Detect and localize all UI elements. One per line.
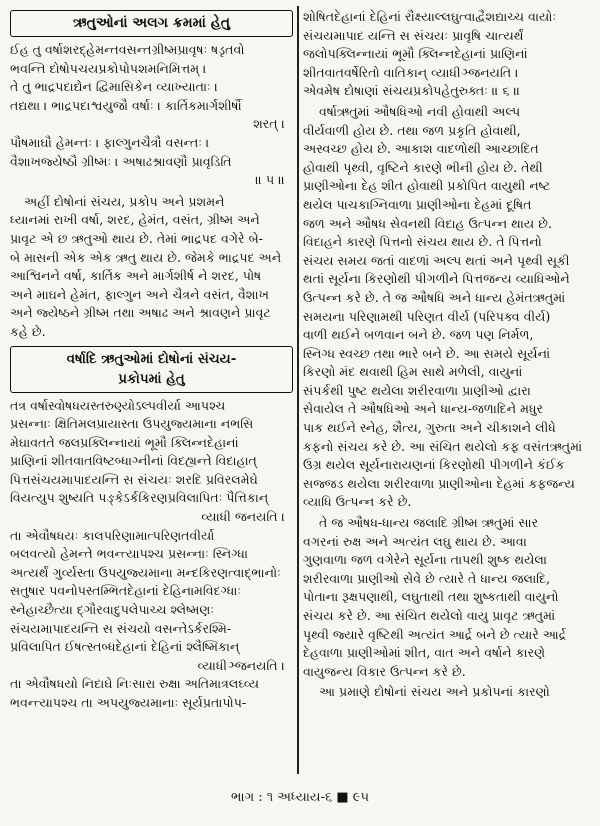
paragraph-line: દેહવાળા પ્રાણીઓમાં શીત, વાત અને વર્ષાને કારણે [303,645,546,661]
paragraph-line: વિદાહને કારણે પિત્તનો સંચય થાય છે. તે પિત્તનો [303,234,542,250]
paragraph-line: સ્નિગ્ધ સ્વચ્છ તથા ભારે બને છે. આ સમયે સૂર્યનાં [303,345,551,361]
paragraph-line: વાયુજન્ય વિકાર ઉત્પન્ન કરે છે. [303,663,466,679]
verse-line: ભવન્તિ દોષોપચયપ્રકોપોપશમનિમિત્તમ્ । [10,60,207,76]
left-column [10,8,293,713]
verse-line: સંચયમાપાદ યન્તિ સ સંચયઃ પ્રાવૃષિ ચાત્યર્થં [303,27,524,43]
verse-line: શીતવાતવર્ષેરિતો વાતિકાન્ વ્યાધીઞ્જનયતિ । [303,64,519,80]
paragraph-line: અસ્વચ્છ હોય છે. આકાશ વાદળોથી આચ્છાદિત [303,141,539,157]
verse-line: ઈહ તુ વર્ષાશરદ્હેમન્તવસન્તગ્રીષ્મપ્રાવૃષઃ ષડૃતવો [10,42,245,57]
paragraph-line: આ પ્રમાણે દોષોનાં સંચય અને પ્રકોપનાં કારણો [319,684,550,700]
page-footer: ભાગ : ૧ અધ્યાય-૬ ■ ૯૫ [230,790,370,805]
sanskrit-verse-6 [10,397,293,713]
sanskrit-verse-5 [10,41,293,190]
verse-line: પ્રવિલાપિત ઈષત્સ્તબ્ધદેહાનાં દેહિનાં શ્લૈષ્મિકાન્ [10,639,240,655]
paragraph-line: વીર્યવાળી હોય છે. તથા જળ પ્રકૃતિ હોવાથી, [303,122,521,138]
verse-line: તે તુ ભાદ્રપદાદ્યેન દ્વિમાસિકેન વ્યાખ્યાતાઃ । [10,79,219,95]
verse-line: શરત્ । [253,116,285,132]
paragraph-line: સંપર્કથી પુષ્ટ થયેલા શરીરવાળા પ્રાણીઓ દ્વારા [303,382,531,398]
verse-line: પૌષમાઘૌ હેમન્તઃ । ફાલ્ગુનચૈત્રૌ વસન્તઃ । [10,134,210,150]
section-heading-seasons: ઋતુઓનાં અલગ ક્રમમાં હેતુ [10,10,293,37]
verse-line: તા એવૌષધયઃ કાલપરિણામાત્પરિણતવીર્યા [10,527,215,543]
verse-line: સ્નેહાચ્છૈત્યા દ્ગૌરવાદુપલેપાચ્ચ શ્લેષ્મણઃ [10,602,214,618]
verse-line: વિયત્યુપ શુષ્યતિ પઙ્કેઽર્કકિરણપ્રવિલાપિતઃ પૈત્તિકાન્ [10,490,269,506]
paragraph-line: વાળી થઈને બળવાન બને છે. જળ પણ નિર્મળ, [303,327,534,343]
verse-line: તદ્યથા । ભાદ્રપદાશ્વયુજૌ વર્ષાઃ । કાર્તિકમાર્ગશીર્ષૌ [10,97,242,113]
paragraph-line: થયેલ પાચકાગ્નિવાળા પ્રાણીઓના દેહમાં દૂષિત [303,196,532,212]
paragraph-line: ગુણવાળા જળ વગેરેને સૂર્યના તાપથી શુષ્ક થયેલા [303,552,548,568]
verse-line: એવમેષ દોષાણાં સંચયપ્રકોપહેતુરુક્તઃ ॥ ૬ ॥ [303,83,521,99]
verse-line: પ્રાણિનાં શીતવાતવિષ્ટબ્ધાગ્નીનાં વિદહ્યન્તે વિદાહાત્ [10,453,257,469]
gujarati-commentary-2 [303,103,591,512]
paragraph-line: તે જ ઔષધ-ધાન્ય જલાદિ ગ્રીષ્મ ઋતુમાં સાર [319,515,539,531]
verse-line: પિત્તસંચયમાપાદયન્તિ સ સંચયઃ શરદિ પ્રવિરલમેઘે [10,471,258,487]
paragraph-line: શરીરવાળા પ્રાણીઓ સેવે છે ત્યારે તે ધાન્ય જલાદિ, [303,570,551,586]
paragraph-line: પ્રાવૃટ એ છ ઋતુઓ થાય છે. તેમાં ભાદ્રપદ વગેરે બે- [10,230,263,246]
paragraph-line: કિરણો મંદ થવાથી હિમ સાથે મળેલી, વાયુનાં [303,364,523,380]
gujarati-commentary-3 [303,514,591,681]
verse-line: પ્રસન્નાઃ ક્ષિતિમલપ્રાયાસ્તા ઉપયુજ્યમાના નભસિ [10,416,254,432]
paragraph-line: ઉત્પન્ન કરે છે. તે જ ઔષધિ અને ધાન્ય હેમંતઋતુમાં [303,289,566,305]
paragraph-line: અહીં દોષોનાં સંચય, પ્રકોપ અને પ્રશમને [24,193,225,209]
paragraph-line: સજ્જડ થયેલા શરીરવાળા પ્રાણીઓના દેહમાં કફજન્ય [303,475,575,491]
verse-line: અત્યર્થં ગુર્વ્યસ્તા ઉપયુજ્યમાના મન્દકિરણત્વાદ્ભાનોઃ [10,564,281,580]
verse-line: વૈશાખજ્યેષ્ઠૌ ગ્રીષ્મઃ । અષાઢશ્રાવણૌ પ્રાવૃડિતિ [10,153,232,169]
right-column [303,8,591,702]
verse-line: સતુષાર પવનોપસ્તમ્ભિતદેહાનાં દેહિનામવિદગ્ધાઃ [10,583,241,599]
paragraph-line: વર્ષાઋતુમાં ઔષધિઓ નવી હોવાથી અલ્પ [319,103,521,119]
heading-line: વર્ષાદિ ઋતુઓમાં દોષોનાં સંચય- [66,350,237,367]
gujarati-commentary-1 [10,193,293,342]
paragraph-line: સેવાયેલ તે ઔષધિઓ અને ધાન્ય-જળાદિને મધુર [303,401,544,417]
paragraph-line: અને જ્યેષ્ઠને ગ્રીષ્મ તથા અષાઢ અને શ્રાવણને પ્રાવૃટ [10,305,271,321]
paragraph-line: કહે છે. [10,323,46,339]
paragraph-line: સંચય સમય જતાં વાદળાં અલ્પ થતાં અને પૃથ્વી સૂકી [303,252,570,268]
verse-line: વ્યાધીઞ્જનયતિ । [197,657,285,673]
paragraph-line: કફનો સંચય કરે છે. આ સંચિત થયેલો કફ વસંતઋતુમાં [303,438,583,454]
paragraph-line: બે માસની એક એક ઋતુ થાય છે. જેમકે ભાદ્રપદ અને [10,249,282,265]
sanskrit-verse-continuation [303,8,591,101]
column-divider [297,6,299,774]
paragraph-line: પૃથ્વી જ્યારે વૃષ્ટિથી અત્યંત આર્દ્ર બને છે ત્યારે આર્દ્ર [303,626,567,642]
verse-line: તત્ર વર્ષાસ્વોષધયસ્તરુણ્યોઽલ્પવીર્યા આપશ્ચ [10,397,226,413]
paragraph-line: આશ્વિનને વર્ષા, કાર્તિક અને માર્ગશીર્ષ ને શરદ, પોષ [10,268,262,284]
paragraph-line: વગરનાં રુક્ષ અને અત્યંત લઘુ થાય છે. આવા [303,533,527,549]
paragraph-line: અને માઘને હેમંત, ફાલ્ગુન અને ચૈત્રને વસંત, વૈશાખ [10,286,269,302]
paragraph-line: સમયના પરિણામથી પરિણત વીર્ય (પરિપક્વ વીર્ય) [303,308,551,324]
paragraph-line: ધ્યાનમાં રાખી વર્ષા, શરદ, હેમંત, વસંત, ગ્રીષ્મ અને [10,212,260,228]
verse-line: મેઘાવતતે જલપ્રક્લિન્નાયાં ભૂમૌ ક્લિન્નદેહાનાં [10,434,239,450]
verse-line: બલવત્યો હેમન્તે ભવન્ત્યાપશ્ચ પ્રસન્નાઃ સ્નિગ્ધા [10,546,248,562]
verse-line: સંચયમાપાદયન્તિ સ સંચયો વસન્તેઽર્કરશ્મિ- [10,620,232,636]
paragraph-line: થતાં સૂર્યના કિરણોથી પીગળીને પિત્તજન્ય વ્યાધિઓને [303,271,570,287]
heading-line: પ્રકોપમાં હેતુ [118,370,185,387]
verse-line: શોષિતદેહાનાં દેહિનાં રૌક્ષ્યાલ્લઘુત્વાદ્વૈશદ્યાચ્ચ વાયોઃ [303,9,557,24]
paragraph-line: પ્રાણીઓના દેહ શીત હોવાથી પ્રકોપિત વાયુથી નષ્ટ [303,178,551,194]
verse-line: ભવન્ત્યાપશ્ચ તા અપયુજ્યમાનાઃ સૂર્યપ્રતાપોપ- [10,695,247,710]
verse-line: તા એવૌષધયો નિદાઘે નિઃસારા રુક્ષા અતિમાત્રલઘ્વ્ય [10,676,260,692]
paragraph-line: ઉગ્ર થયેલ સૂર્યનારાયણનાં કિરણોથી પીગળીને કંઈક [303,457,565,473]
verse-number: ॥ ૫ ॥ [255,172,285,188]
paragraph-line: વ્યાધિ ઉત્પન્ન કરે છે. [303,494,412,510]
paragraph-line: પોતાના રૂક્ષપણાથી, લઘુતાથી તથા શુષ્કતાથી વાયુનો [303,589,559,605]
verse-line: વ્યાધી જનયતિ । [201,509,285,525]
paragraph-line: પાક થઈને સ્નેહ, શૈત્ય, ગુરુતા અને ચીકાશને લીધે [303,420,556,436]
paragraph-line: હોવાથી પૃથ્વી, વૃષ્ટિને કારણે ભીની હોય છે. તેથી [303,159,543,175]
verse-line: જલોપક્લિન્નાયાં ભૂમૌ ક્લિન્નદેહાનાં પ્રાણિનાં [303,46,528,62]
section-heading-accumulation [10,346,293,393]
paragraph-line: જળ અને ઔષધ સેવનથી વિદાહ ઉત્પન્ન થાય છે. [303,215,552,231]
paragraph-line: સંચય કરે છે. આ સંચિત થયેલો વાયુ પ્રાવૃટ ઋતુમાં [303,608,556,623]
